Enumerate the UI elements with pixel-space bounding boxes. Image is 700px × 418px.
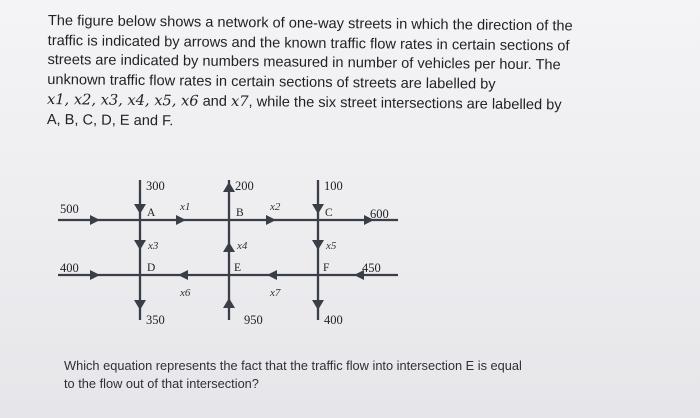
last-variable: x7 [230,93,249,111]
flow-label-600: 600 [370,207,389,221]
arrow-left-x6 [178,270,188,280]
arrow-down-400 [312,300,324,310]
and-word: and [198,93,232,111]
problem-line-4: unknown traffic flow rates in certain sections of streets are labelled by [47,71,496,93]
flow-label-100: 100 [324,179,343,193]
arrow-up-200 [223,182,235,192]
problem-line-3: streets are indicated by numbers measured in number of vehicles per hour. The [47,52,561,74]
arrow-down-x5 [312,240,324,250]
problem-line-5-rest: , while the six street intersections are labelled by [248,94,562,114]
arrow-left-x7 [267,270,277,280]
node-label-b: B [236,207,244,219]
var-label-x2: x2 [270,201,281,213]
node-label-a: A [147,207,156,219]
problem-line-2: traffic is indicated by arrows and the known traffic flow rates in certain sections of [47,32,570,55]
arrow-right-500 [90,215,100,225]
var-label-x5: x5 [326,240,337,252]
node-label-d: D [147,262,156,274]
flow-label-400-left: 400 [60,261,79,275]
flow-label-350: 350 [146,313,165,327]
arrow-up-950 [223,298,235,308]
variable-list: x1, x2, x3, x4, x5, x6 [46,91,199,110]
flow-label-950: 950 [244,313,263,327]
flow-label-400-bottom: 400 [324,313,343,327]
var-label-x6: x6 [180,287,191,299]
arrow-right-400 [90,270,100,280]
arrow-right-x1 [176,215,186,225]
flow-label-300: 300 [146,179,165,193]
arrow-down-300 [134,204,146,214]
var-label-x7: x7 [270,287,281,299]
node-label-e: E [234,262,242,274]
problem-line-1: The figure below shows a network of one-way streets in which the direction of the [47,12,573,35]
node-label-f: F [323,262,330,274]
question-line-1: Which equation represents the fact that the traffic flow into intersection E is equal [64,358,522,373]
arrow-down-350 [134,300,146,310]
network-svg [52,170,412,335]
var-label-x1: x1 [180,201,191,213]
question-text [64,357,624,393]
flow-label-200: 200 [235,179,254,193]
node-label-c: C [325,207,333,219]
arrow-right-x2 [266,215,276,225]
flow-label-500: 500 [60,202,79,216]
var-label-x3: x3 [148,240,159,252]
arrow-down-100 [312,204,324,214]
street-network-diagram [52,170,412,335]
problem-line-6: A, B, C, D, E and F. [46,111,174,130]
flow-label-450: 450 [362,261,381,275]
arrow-down-x3 [134,240,146,250]
var-label-x4: x4 [237,240,248,252]
question-line-2: to the flow out of that intersection? [64,376,259,391]
problem-statement [47,12,648,137]
arrow-up-x4 [223,242,235,252]
